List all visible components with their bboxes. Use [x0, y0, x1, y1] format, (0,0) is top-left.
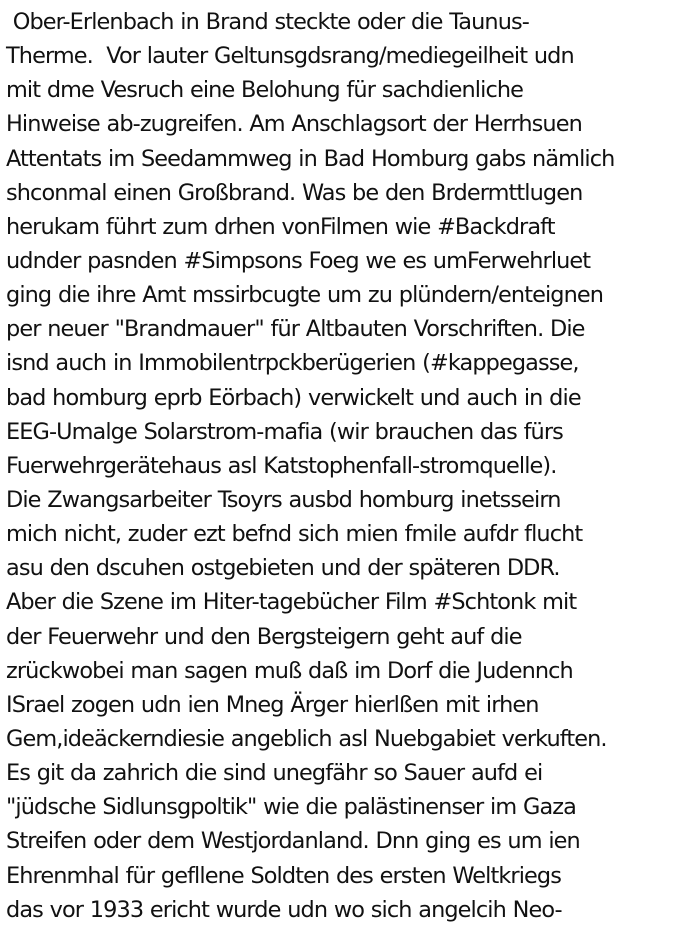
text-line: asu den dscuhen ostgebieten und der späteren DDR. [6, 555, 560, 582]
text-line: Attentats im Seedammweg in Bad Homburg gabs nämlich [6, 145, 615, 172]
text-line: Ober-Erlenbach in Brand steckte oder die Taunus- [6, 9, 529, 35]
text-line: Aber die Szene im Hiter-tagebücher Film #Schtonk mit [6, 589, 577, 616]
text-line: Es git da zahrich die sind unegfähr so Sauer aufd ei [6, 760, 543, 787]
text-line: herukam führt zum drhen vonFilmen wie #Backdraft [6, 213, 555, 240]
text-line: bad homburg eprb Eörbach) verwickelt und auch in die [6, 384, 581, 411]
document-text [6, 5, 684, 927]
text-line: ging die ihre Amt mssirbcugte um zu plündern/enteignen [6, 282, 604, 309]
text-line: Ehrenmhal für gefllene Soldten des ersten Weltkriegs [6, 862, 561, 889]
text-line: per neuer "Brandmauer" für Altbauten Vorschriften. Die [6, 316, 585, 343]
text-line: ISrael zogen udn ien Mneg Ärger hierlßen mit irhen [6, 691, 539, 718]
text-line: Fuerwehrgerätehaus asl Katstophenfall-stromquelle). [6, 452, 557, 479]
text-line: der Feuerwehr und den Bergsteigern geht auf die [6, 623, 522, 650]
text-line: "jüdsche Sidlunsgpoltik" wie die palästinenser im Gaza [6, 794, 576, 821]
text-line: Gem,ideäckerndiesie angeblich asl Nuebgabiet verkuften. [6, 725, 607, 752]
text-line: mich nicht, zuder ezt befnd sich mien fmile aufdr flucht [6, 521, 583, 548]
text-line: shconmal einen Großbrand. Was be den Brdermttlugen [6, 179, 583, 206]
text-line: Therme. Vor lauter Geltunsgdsrang/mediegeilheit udn [6, 43, 574, 70]
text-line: Die Zwangsarbeiter Tsoyrs ausbd homburg inetsseirn [6, 486, 561, 513]
text-line: isnd auch in Immobilentrpckberügerien (#kappegasse, [6, 350, 579, 377]
text-line: zrückwobei man sagen muß daß im Dorf die Judennch [6, 657, 573, 684]
text-line: udnder pasnden #Simpsons Foeg we es umFerwehrluet [6, 247, 591, 274]
text-line: Hinweise ab-zugreifen. Am Anschlagsort der Herrhsuen [6, 111, 582, 138]
text-line: das vor 1933 ericht wurde udn wo sich angelcih Neo- [6, 896, 562, 923]
text-line: mit dme Vesruch eine Belohung für sachdienliche [6, 77, 524, 104]
text-line: Streifen oder dem Westjordanland. Dnn ging es um ien [6, 828, 580, 855]
text-line: EEG-Umalge Solarstrom-mafia (wir brauchen das fürs [6, 418, 563, 445]
